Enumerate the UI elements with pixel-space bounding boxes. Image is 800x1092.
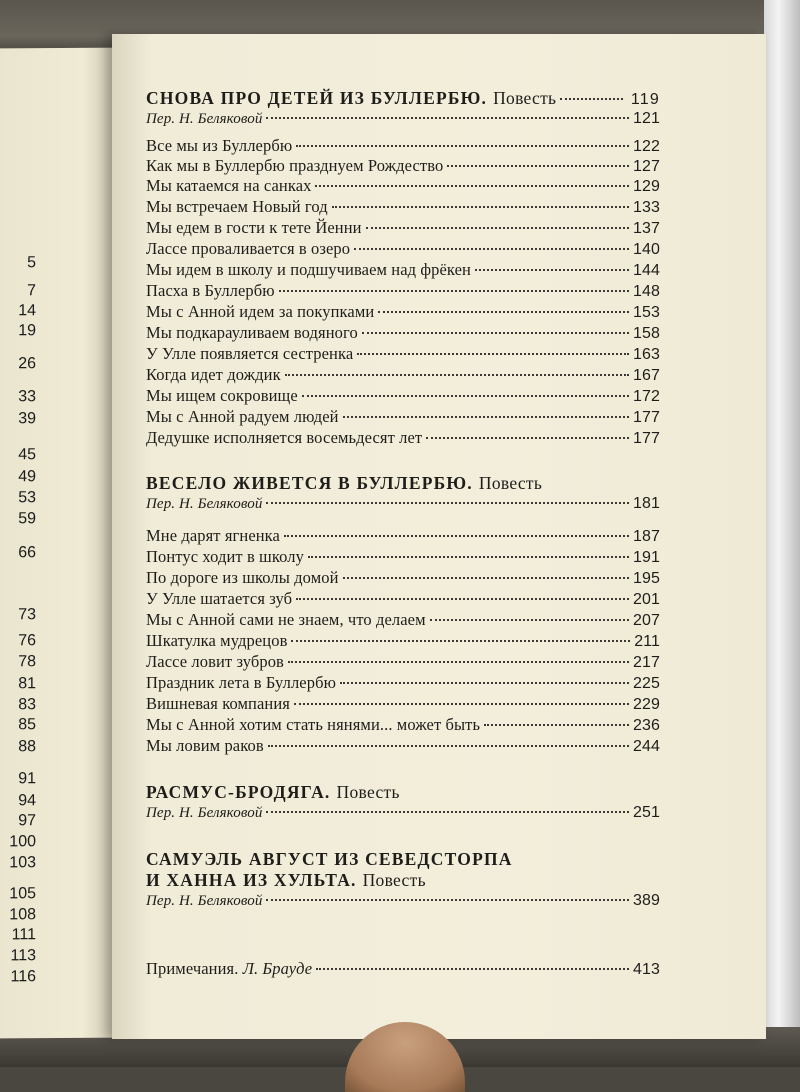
leader-dots bbox=[357, 353, 629, 355]
translator-row bbox=[146, 495, 660, 515]
translator: Пер. Н. Беляковой bbox=[146, 893, 263, 909]
leader-dots bbox=[475, 269, 629, 271]
page-number: 229 bbox=[633, 696, 660, 713]
toc-entry bbox=[146, 260, 660, 280]
leader-dots bbox=[484, 724, 629, 726]
section-title-line1: САМУЭЛЬ АВГУСТ ИЗ СЕВЕДСТОРПА bbox=[146, 849, 513, 869]
left-page-number: 85 bbox=[18, 716, 36, 734]
notes-row bbox=[146, 959, 660, 979]
leader-dots bbox=[266, 899, 629, 901]
entry-title: Когда идет дождик bbox=[146, 365, 281, 384]
leader-dots bbox=[366, 227, 629, 229]
page-number: 140 bbox=[633, 241, 660, 258]
leader-dots bbox=[302, 395, 629, 397]
entry-title: Мы с Анной сами не знаем, что делаем bbox=[146, 610, 426, 629]
leader-dots bbox=[316, 968, 629, 970]
right-page bbox=[112, 34, 766, 1039]
left-page-number: 45 bbox=[18, 446, 36, 464]
leader-dots bbox=[332, 206, 629, 208]
entry-title: Мы встречаем Новый год bbox=[146, 197, 328, 216]
page-number: 225 bbox=[633, 675, 660, 692]
page-number: 163 bbox=[633, 346, 660, 363]
leader-dots bbox=[266, 502, 629, 504]
left-page-number: 105 bbox=[9, 885, 36, 903]
leader-dots bbox=[430, 619, 629, 621]
toc-entry bbox=[146, 302, 660, 322]
toc-entry bbox=[146, 589, 660, 609]
leader-dots bbox=[279, 290, 629, 292]
toc-entry bbox=[146, 218, 660, 238]
left-page-number: 5 bbox=[27, 254, 36, 272]
book-edge bbox=[764, 0, 800, 1067]
leader-dots bbox=[285, 374, 629, 376]
toc-entry bbox=[146, 736, 660, 756]
section-page: 119 bbox=[630, 91, 660, 108]
entry-title: Дедушке исполняется восемьдесят лет bbox=[146, 428, 423, 447]
left-page-number: 53 bbox=[18, 489, 36, 507]
translator-row bbox=[146, 110, 660, 130]
section-title: ВЕСЕЛО ЖИВЕТСЯ В БУЛЛЕРБЮ. bbox=[146, 473, 473, 493]
leader-dots bbox=[362, 332, 629, 334]
page-number: 121 bbox=[633, 110, 660, 127]
toc-entry bbox=[146, 610, 660, 630]
section-heading-line2 bbox=[146, 870, 660, 891]
leader-dots bbox=[266, 117, 629, 119]
section-kind: Повесть bbox=[362, 870, 426, 890]
left-page-number: 19 bbox=[18, 322, 36, 340]
toc-entry bbox=[146, 239, 660, 259]
left-page-number: 94 bbox=[18, 792, 36, 810]
section-heading bbox=[146, 849, 660, 870]
section-title: СНОВА ПРО ДЕТЕЙ ИЗ БУЛЛЕРБЮ. bbox=[146, 88, 488, 108]
left-page-number: 49 bbox=[18, 468, 36, 486]
left-page-number: 73 bbox=[18, 606, 36, 624]
left-page-number: 78 bbox=[18, 653, 36, 671]
leader-dots bbox=[343, 577, 629, 579]
page-number: 158 bbox=[633, 325, 660, 342]
notes-author: Л. Брауде bbox=[242, 959, 313, 978]
page-number: 217 bbox=[633, 654, 660, 671]
leader-dots bbox=[268, 745, 629, 747]
entry-title: Мы едем в гости к тете Йенни bbox=[146, 218, 362, 237]
toc-entry bbox=[146, 547, 660, 567]
page-number: 153 bbox=[633, 304, 660, 321]
leader-dots bbox=[354, 248, 629, 250]
entry-title: Мы ищем сокровище bbox=[146, 386, 298, 405]
leader-dots bbox=[447, 165, 629, 167]
page-number: 127 bbox=[633, 158, 660, 175]
toc-entry bbox=[146, 281, 660, 301]
left-page-number: 103 bbox=[9, 854, 36, 872]
toc-entry bbox=[146, 323, 660, 343]
leader-dots bbox=[340, 682, 629, 684]
left-page-number: 59 bbox=[18, 510, 36, 528]
translator-row bbox=[146, 804, 660, 824]
page-number: 244 bbox=[633, 738, 660, 755]
page-number: 148 bbox=[633, 283, 660, 300]
page-number: 144 bbox=[633, 262, 660, 279]
leader-dots bbox=[560, 98, 623, 100]
leader-dots bbox=[288, 661, 629, 663]
page-number: 195 bbox=[633, 570, 660, 587]
page-number: 181 bbox=[633, 495, 660, 512]
entry-title: По дороге из школы домой bbox=[146, 568, 339, 587]
section-kind: Повесть bbox=[493, 88, 557, 108]
left-page-number: 97 bbox=[18, 812, 36, 830]
toc-entry bbox=[146, 407, 660, 427]
toc-entry bbox=[146, 197, 660, 217]
page-number: 129 bbox=[633, 178, 660, 195]
entry-title: Пасха в Буллербю bbox=[146, 281, 275, 300]
entry-title: Мы ловим раков bbox=[146, 736, 264, 755]
translator: Пер. Н. Беляковой bbox=[146, 805, 263, 821]
left-page bbox=[0, 48, 118, 1039]
toc-entry bbox=[146, 156, 660, 176]
toc-entry bbox=[146, 673, 660, 693]
page-number: 251 bbox=[633, 804, 660, 821]
leader-dots bbox=[343, 416, 629, 418]
entry-title: У Улле появляется сестренка bbox=[146, 344, 354, 363]
translator-row bbox=[146, 892, 660, 912]
page-number: 172 bbox=[633, 388, 660, 405]
page-number: 137 bbox=[633, 220, 660, 237]
toc-entry bbox=[146, 136, 660, 156]
leader-dots bbox=[296, 598, 629, 600]
left-page-number: 7 bbox=[27, 282, 36, 300]
page-number: 187 bbox=[633, 528, 660, 545]
toc-entry bbox=[146, 428, 660, 448]
entry-title: Лассе ловит зубров bbox=[146, 652, 284, 671]
left-page-number: 14 bbox=[18, 302, 36, 320]
page-number: 133 bbox=[633, 199, 660, 216]
left-page-number: 116 bbox=[10, 968, 36, 986]
left-page-number: 26 bbox=[18, 355, 36, 373]
left-page-number: 91 bbox=[18, 770, 36, 788]
section-heading bbox=[146, 88, 660, 109]
page-number: 201 bbox=[633, 591, 660, 608]
left-page-number: 88 bbox=[18, 738, 36, 756]
toc-entry bbox=[146, 694, 660, 714]
page-number: 167 bbox=[633, 367, 660, 384]
leader-dots bbox=[296, 145, 629, 147]
section-kind: Повесть bbox=[478, 473, 543, 493]
notes-label bbox=[146, 959, 312, 979]
page-number: 177 bbox=[633, 430, 660, 447]
leader-dots bbox=[378, 311, 629, 313]
left-page-number: 111 bbox=[11, 926, 36, 944]
entry-title: Все мы из Буллербю bbox=[146, 136, 293, 155]
toc-entry bbox=[146, 568, 660, 588]
leader-dots bbox=[266, 811, 629, 813]
page-number: 389 bbox=[633, 892, 660, 909]
left-page-number: 81 bbox=[18, 675, 36, 693]
entry-title: У Улле шатается зуб bbox=[146, 589, 293, 608]
page-number: 122 bbox=[633, 138, 660, 155]
translator: Пер. Н. Беляковой bbox=[146, 496, 263, 512]
leader-dots bbox=[315, 185, 629, 187]
entry-title: Праздник лета в Буллербю bbox=[146, 673, 336, 692]
page-number: 211 bbox=[634, 633, 660, 650]
page-number: 191 bbox=[633, 549, 660, 566]
section-title: РАСМУС-БРОДЯГА. bbox=[146, 782, 331, 802]
section-heading bbox=[146, 782, 660, 803]
entry-title: Понтус ходит в школу bbox=[146, 547, 304, 566]
left-page-number: 76 bbox=[18, 632, 36, 650]
section-kind: Повесть bbox=[336, 782, 400, 802]
page-number: 236 bbox=[633, 717, 660, 734]
toc-entry bbox=[146, 344, 660, 364]
toc-entry bbox=[146, 526, 660, 546]
entry-title: Мне дарят ягненка bbox=[146, 526, 280, 545]
page-number: 177 bbox=[633, 409, 660, 426]
toc-entry bbox=[146, 365, 660, 385]
leader-dots bbox=[426, 437, 629, 439]
leader-dots bbox=[308, 556, 629, 558]
notes-label-text: Примечания. bbox=[146, 959, 239, 978]
left-page-number: 113 bbox=[10, 947, 36, 965]
leader-dots bbox=[284, 535, 629, 537]
section-title-line2: И ХАННА ИЗ ХУЛЬТА. bbox=[146, 870, 357, 890]
entry-title: Мы катаемся на санках bbox=[146, 176, 312, 195]
leader-dots bbox=[291, 640, 630, 642]
entry-title: Мы с Анной радуем людей bbox=[146, 407, 339, 426]
entry-title: Вишневая компания bbox=[146, 694, 290, 713]
left-page-number: 108 bbox=[9, 906, 36, 924]
toc-entry bbox=[146, 652, 660, 672]
entry-title: Лассе проваливается в озеро bbox=[146, 239, 351, 258]
section-heading bbox=[146, 473, 660, 494]
left-page-number: 33 bbox=[18, 388, 36, 406]
entry-title: Шкатулка мудрецов bbox=[146, 631, 288, 650]
toc-entry bbox=[146, 715, 660, 735]
left-page-number: 83 bbox=[18, 696, 36, 714]
left-page-number: 39 bbox=[18, 410, 36, 428]
entry-title: Мы подкарауливаем водяного bbox=[146, 323, 358, 342]
entry-title: Мы идем в школу и подшучиваем над фрёкен bbox=[146, 260, 471, 279]
entry-title: Мы с Анной хотим стать нянями... может быть bbox=[146, 715, 481, 734]
entry-title: Как мы в Буллербю празднуем Рождество bbox=[146, 156, 444, 175]
page-number: 207 bbox=[633, 612, 660, 629]
entry-title: Мы с Анной идем за покупками bbox=[146, 302, 375, 321]
toc-entry bbox=[146, 631, 660, 651]
toc-entry bbox=[146, 386, 660, 406]
left-page-number: 66 bbox=[18, 544, 36, 562]
toc-entry bbox=[146, 176, 660, 196]
left-page-number: 100 bbox=[9, 833, 36, 851]
translator: Пер. Н. Беляковой bbox=[146, 111, 263, 127]
page-number: 413 bbox=[633, 961, 660, 978]
leader-dots bbox=[294, 703, 629, 705]
